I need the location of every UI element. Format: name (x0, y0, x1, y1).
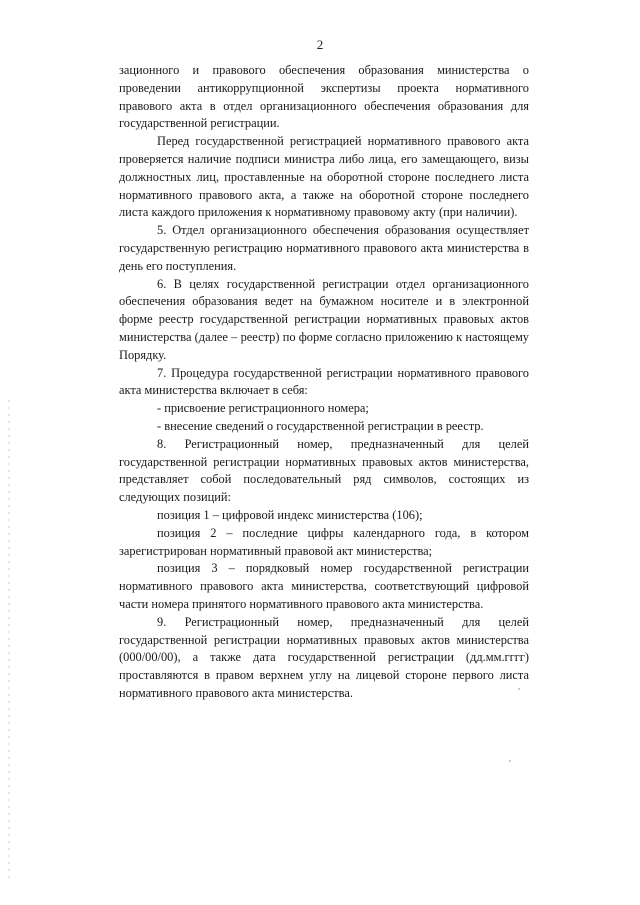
position-1: позиция 1 – цифровой индекс министерства (106); (157, 507, 423, 522)
paragraph-item-7: 7. Процедура государственной регистрации нормативного правового акта министерства включает в себя: (119, 365, 529, 398)
list-item-registry-entry: - внесение сведений о государственной регистрации в реестр. (157, 418, 484, 433)
scan-artifact (8, 400, 10, 880)
paragraph-item-9: 9. Регистрационный номер, предназначенный для целей государственной регистрации нормативных правовых актов министерства (000/00/00), а также дата государственной регистрации (дд.мм.гггг) проставляются в правом верхнем углу на лицевой стороне первого листа нормативного правового акта министерства. (119, 614, 529, 700)
paragraph-item-8: 8. Регистрационный номер, предназначенный для целей государственной регистрации нормативных правовых актов министерства, представляет собой последовательный ряд символов, состоящих из следующих позиций: (119, 436, 529, 505)
paragraph-item-6: 6. В целях государственной регистрации отдел организационного обеспечения образования ведет на бумажном носителе и в электронной форме реестр государственной регистрации нормативных правовых актов министерства (далее – реестр) по форме согласно приложению к настоящему Порядку. (119, 276, 529, 362)
paragraph-verification: Перед государственной регистрацией нормативного правового акта проверяется наличие подписи министра либо лица, его замещающего, визы должностных лиц, проставленные на оборотной стороне последнего листа нормативного правового акта, а также на оборотной стороне последнего листа каждого приложения к нормативному правовому акту (при наличии). (119, 134, 529, 220)
position-3: позиция 3 – порядковый номер государственной регистрации нормативного правового акта министерства, соответствующий цифровой части номера принятого нормативного правового акта министерства. (119, 561, 529, 611)
scan-speck (509, 760, 511, 762)
paragraph-item-5: 5. Отдел организационного обеспечения образования осуществляет государственную регистрацию нормативного правового акта министерства в день его поступления. (119, 223, 529, 273)
document-body (119, 62, 529, 703)
position-2: позиция 2 – последние цифры календарного года, в котором зарегистрирован нормативный правовой акт министерства; (119, 525, 529, 558)
list-item-assign-number: - присвоение регистрационного номера; (157, 401, 369, 416)
page-number: 2 (316, 37, 324, 52)
paragraph-continuation: зационного и правового обеспечения образования министерства о проведении антикоррупционной экспертизы проекта нормативного правового акта в отдел организационного обеспечения образования для государственной регистрации. (119, 63, 529, 131)
